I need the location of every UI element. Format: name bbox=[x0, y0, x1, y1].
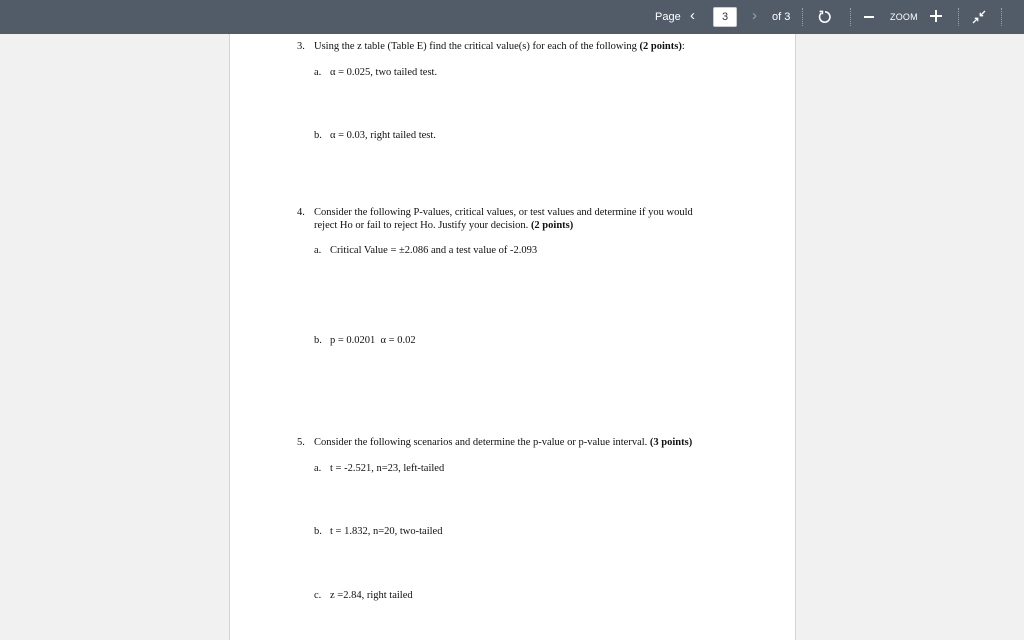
collapse-icon[interactable] bbox=[971, 9, 987, 25]
item-label: b. bbox=[314, 130, 322, 141]
question-number: 5. bbox=[297, 437, 305, 448]
zoom-label: ZOOM bbox=[890, 12, 918, 22]
item-label: c. bbox=[314, 590, 322, 601]
zoom-out-button[interactable] bbox=[864, 16, 874, 18]
item-text: Critical Value = ±2.086 and a test value of -2.093 bbox=[330, 245, 538, 256]
zoom-in-button[interactable] bbox=[929, 9, 943, 23]
question-number: 4. bbox=[297, 207, 305, 218]
item-label: a. bbox=[314, 67, 322, 78]
toolbar-divider bbox=[1001, 8, 1002, 26]
page-label: Page bbox=[655, 11, 681, 23]
item-label: a. bbox=[314, 463, 322, 474]
next-page-button[interactable]: › bbox=[752, 7, 757, 24]
item-label: b. bbox=[314, 335, 322, 346]
document-page bbox=[229, 34, 796, 640]
toolbar-divider bbox=[802, 8, 803, 26]
item-text: α = 0.025, two tailed test. bbox=[330, 67, 438, 78]
question-text-line-1: Consider the following P-values, critical values, or test values and determine if you would bbox=[314, 207, 693, 218]
points-label: (2 points) bbox=[639, 41, 682, 52]
rotate-icon[interactable] bbox=[817, 9, 833, 25]
item-label: a. bbox=[314, 245, 322, 256]
item-text: z =2.84, right tailed bbox=[330, 590, 413, 601]
item-text: α = 0.03, right tailed test. bbox=[330, 130, 436, 141]
toolbar-divider bbox=[850, 8, 851, 26]
pdf-toolbar bbox=[0, 0, 1024, 34]
points-label: (2 points) bbox=[530, 220, 574, 231]
item-text: p = 0.0201 α = 0.02 bbox=[330, 335, 416, 346]
page-number-input[interactable] bbox=[713, 7, 737, 27]
question-text-line-2: reject Ho or fail to reject Ho. Justify your decision. (2 points) bbox=[314, 220, 574, 231]
item-label: b. bbox=[314, 526, 322, 537]
question-text: Consider the following scenarios and determine the p-value or p-value interval. (3 points) bbox=[314, 437, 693, 448]
points-label: (3 points) bbox=[649, 437, 693, 448]
item-text: t = -2.521, n=23, left-tailed bbox=[330, 463, 445, 474]
total-pages-label: of 3 bbox=[772, 11, 791, 23]
question-text: Using the z table (Table E) find the critical value(s) for each of the following (2 points): bbox=[314, 41, 685, 52]
item-text: t = 1.832, n=20, two-tailed bbox=[330, 526, 443, 537]
previous-page-button[interactable]: ‹ bbox=[690, 7, 695, 24]
toolbar-divider bbox=[958, 8, 959, 26]
question-number: 3. bbox=[297, 41, 305, 52]
